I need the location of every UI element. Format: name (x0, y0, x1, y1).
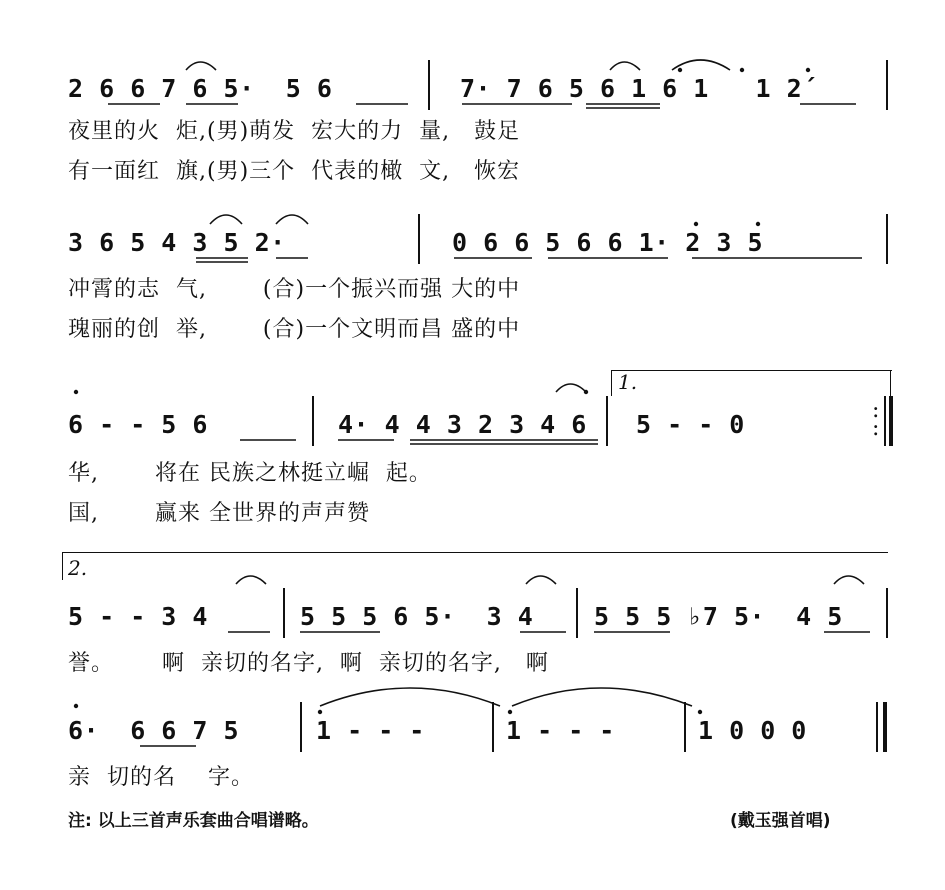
footer-singer-credit: (戴玉强首唱) (730, 811, 831, 831)
repeat-barline (884, 396, 886, 446)
system-5-measure-4: 1 0 0 0 (698, 716, 807, 745)
system-1-lyric-verse-2: 有一面红 旗,(男)三个 代表的橄 文, 恢宏 (68, 159, 521, 184)
volta-bracket-2-left (62, 552, 63, 580)
volta-bracket-2 (62, 552, 888, 553)
second-ending-label: 2. (68, 556, 88, 580)
system-1-lyric-verse-1: 夜里的火 炬,(男)萌发 宏大的力 量, 鼓足 (68, 119, 521, 144)
system-5-measure-3: 1 - - - (506, 716, 615, 745)
system-3-lyric-verse-2: 国, 赢来 全世界的声声赞 (68, 501, 370, 526)
system-1-measure-1: 2 6 6 7 6 5· 5 6 (68, 74, 333, 103)
system-5-measure-2: 1 - - - (316, 716, 425, 745)
slur (834, 576, 864, 584)
system-2-measure-1: 3 6 5 4 3 5 2· (68, 228, 286, 257)
system-1-measure-2: 7· 7 6 5 6 1 6 1 1 2´ (460, 74, 818, 103)
barline (886, 60, 888, 110)
barline (684, 702, 686, 752)
barline (886, 214, 888, 264)
system-3-measure-1: 6 - - 5 6 (68, 410, 208, 439)
slur (276, 215, 308, 224)
barline (886, 588, 888, 638)
barline (428, 60, 430, 110)
system-4-measure-2: 5 5 5 6 5· 3 4 (300, 602, 534, 631)
tie (320, 688, 500, 706)
barline (418, 214, 420, 264)
system-4-lyric: 誉。 啊 亲切的名字, 啊 亲切的名字, 啊 (68, 651, 549, 676)
system-4-measure-1: 5 - - 3 4 (68, 602, 208, 631)
system-3-lyric-verse-1: 华, 将在 民族之林挺立崛 起。 (68, 461, 432, 486)
barline (300, 702, 302, 752)
system-3-measure-3: 5 - - 0 (636, 410, 745, 439)
volta-bracket-1-left (611, 370, 612, 396)
repeat-dots: : : (872, 398, 881, 441)
slur (556, 384, 586, 392)
system-2-lyric-verse-1: 冲霄的志 气, (合)一个振兴而强 大的中 (68, 277, 521, 302)
first-ending-label: 1. (618, 370, 638, 394)
system-5-lyric: 亲 切的名 字。 (68, 765, 254, 790)
barline (492, 702, 494, 752)
volta-bracket-1-right (890, 370, 891, 396)
slur (672, 60, 730, 70)
barline (576, 588, 578, 638)
footer-note: 注: 以上三首声乐套曲合唱谱略。 (68, 811, 319, 831)
final-barline (876, 702, 878, 752)
repeat-barline-thick (889, 396, 893, 446)
system-5-measure-1: 6· 6 6 7 5 (68, 716, 240, 745)
slur (610, 62, 640, 70)
system-2-measure-2: 0 6 6 5 6 6 1· 2 3 5 (452, 228, 764, 257)
system-4-measure-3: 5 5 5 ♭7 5· 4 5 (594, 602, 843, 631)
final-barline-thick (883, 702, 887, 752)
barline (312, 396, 314, 446)
system-3-measure-2: 4· 4 4 3 2 3 4 6 (338, 410, 587, 439)
slur (210, 215, 242, 224)
slur (236, 576, 266, 584)
tie (512, 688, 692, 706)
barline (606, 396, 608, 446)
volta-bracket-1 (612, 370, 892, 371)
system-2-lyric-verse-2: 瑰丽的创 举, (合)一个文明而昌 盛的中 (68, 317, 521, 342)
barline (283, 588, 285, 638)
slur (186, 62, 216, 70)
slur (526, 576, 556, 584)
